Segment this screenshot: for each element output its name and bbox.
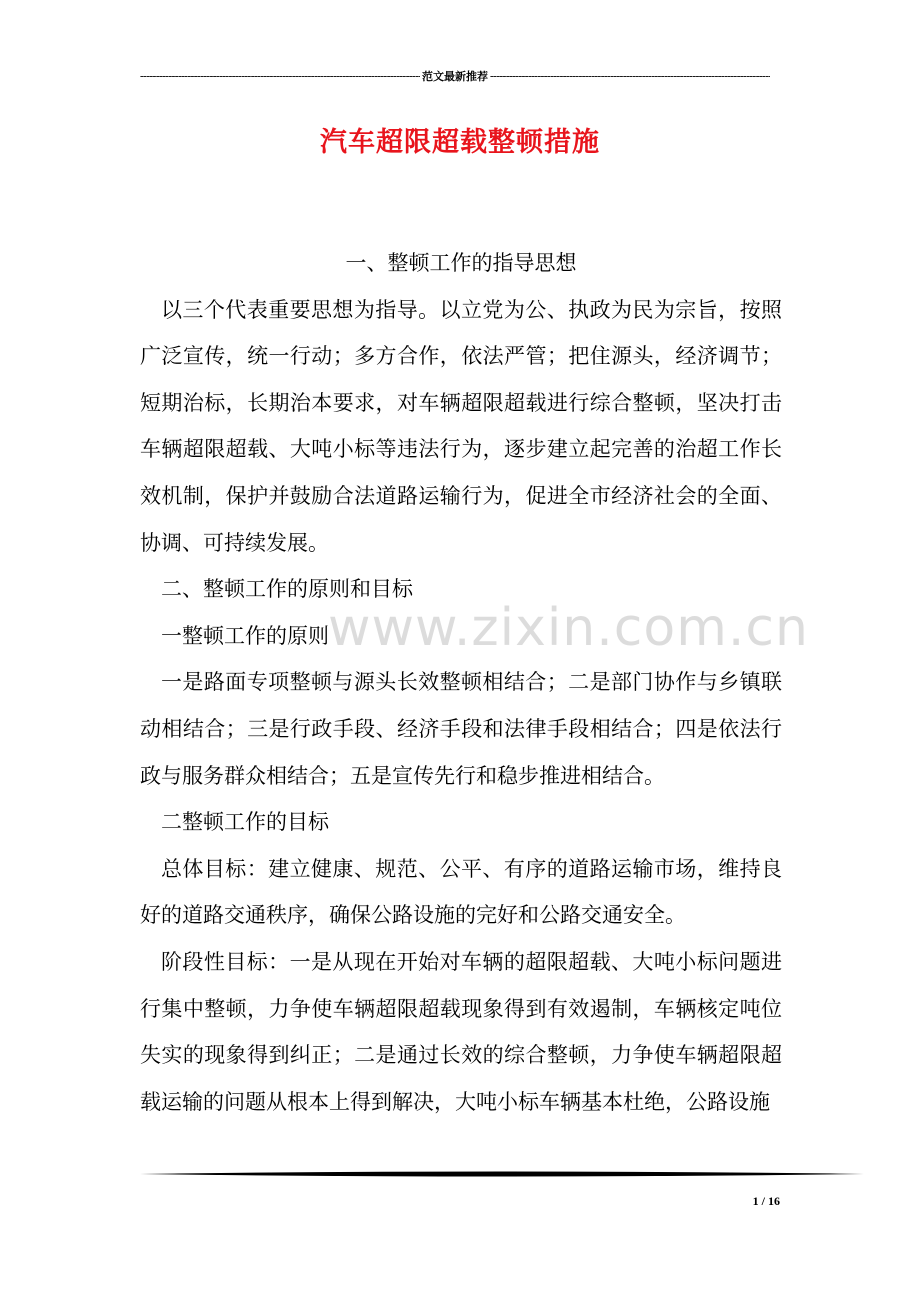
paragraph-principles: 一是路面专项整顿与源头长效整顿相结合；二是部门协作与乡镇联动相结合；三是行政手段、经济手段和法律手段相结合；四是依法行政与服务群众相结合；五是宣传先行和稳步推进相结合。: [140, 670, 782, 788]
paragraph-guiding-thought: 以三个代表重要思想为指导。以立党为公、执政为民为宗旨，按照广泛宣传，统一行动；多方合作，依法严管；把住源头，经济调节；短期治标，长期治本要求，对车辆超限超载进行综合整顿，坚决打击车辆超限超载、大吨小标等违法行为，逐步建立起完善的治超工作长效机制，保护并鼓励合法道路运输行为，促进全市经济社会的全面、协调、可持续发展。: [140, 297, 782, 555]
paragraph-stage-goal: 阶段性目标：一是从现在开始对车辆的超限超载、大吨小标问题进行集中整顿，力争使车辆超限超载现象得到有效遏制，车辆核定吨位失实的现象得到纠正；二是通过长效的综合整顿，力争使车辆超限超载运输的问题从根本上得到解决，大吨小标车辆基本杜绝，公路设施: [140, 949, 782, 1114]
paragraph-overall-goal: 总体目标：建立健康、规范、公平、有序的道路运输市场，维持良好的道路交通秩序，确保公路设施的完好和公路交通安全。: [140, 856, 782, 928]
section-heading-1: 一、整顿工作的指导思想: [345, 251, 577, 275]
watermark: www.zixin.com.cn: [328, 598, 809, 658]
subsection-heading-principles: 一整顿工作的原则: [161, 623, 329, 648]
document-body: [140, 240, 782, 1125]
document-title: 汽车超限超载整顿措施: [320, 127, 600, 158]
header-label: 范文最新推荐: [422, 71, 488, 83]
header-rule-right: [490, 70, 770, 82]
section-heading-2: 二、整顿工作的原则和目标: [161, 577, 413, 602]
header-rule-left: [140, 70, 420, 82]
subsection-heading-goals: 二整顿工作的目标: [161, 810, 329, 835]
page-header: [140, 66, 770, 86]
page-number: 1 / 16: [752, 1194, 780, 1208]
footer-rule: [140, 1168, 864, 1180]
